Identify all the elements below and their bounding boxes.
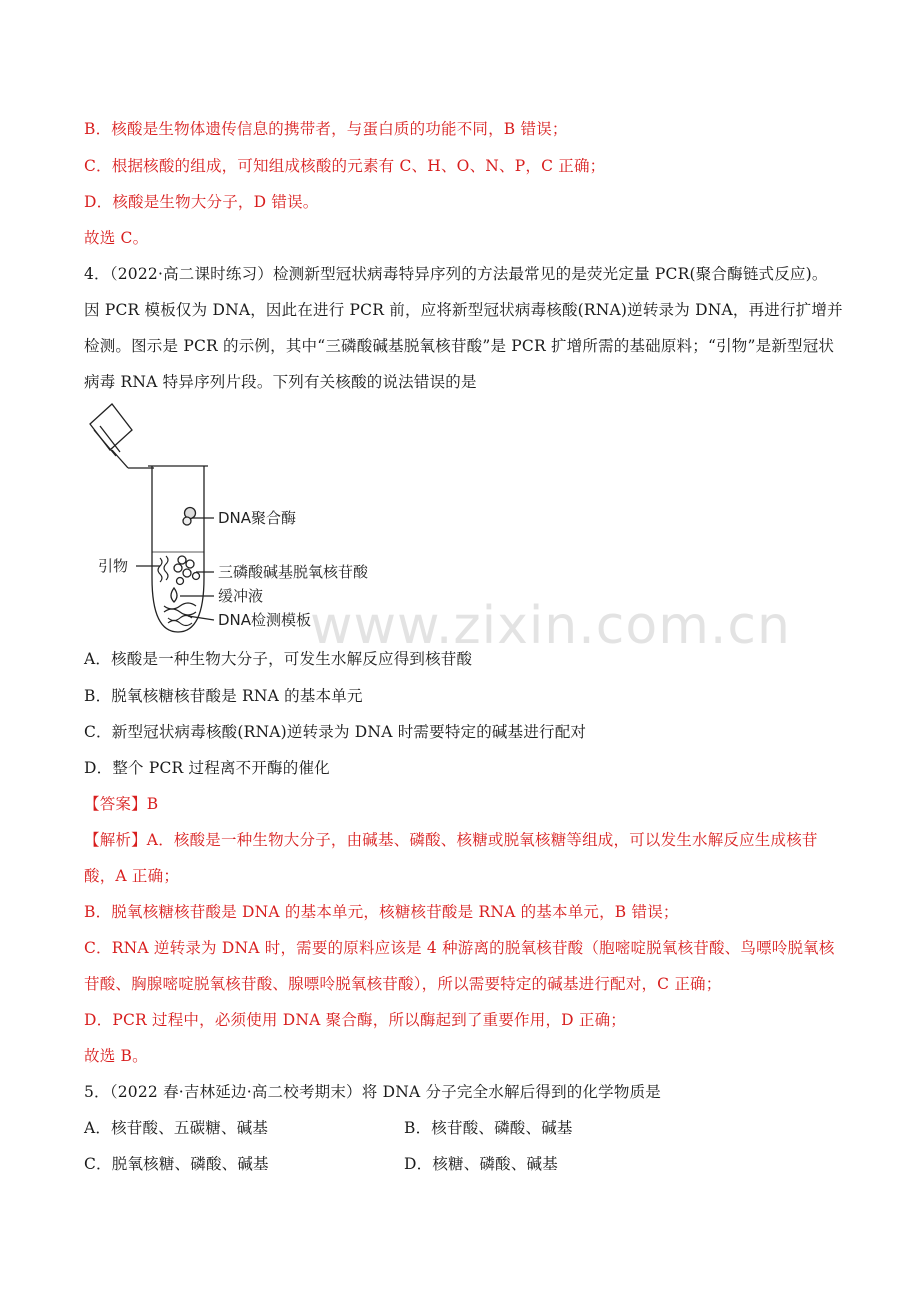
explanation-line: C．根据核酸的组成，可知组成核酸的元素有 C、H、O、N、P，C 正确； — [84, 157, 606, 175]
explanation-line: 【解析】A．核酸是一种生物大分子，由碱基、磷酸、核糖或脱氧核糖等组成，可以发生水解反应生成核苷 — [84, 831, 818, 849]
explanation-conclusion: 故选 B。 — [84, 1047, 148, 1065]
explanation-line: 酸，A 正确； — [84, 867, 180, 885]
label-dna-template: DNA检测模板 — [218, 611, 312, 629]
option-d: D．核糖、磷酸、碱基 — [404, 1155, 558, 1173]
explanation-line: D．核酸是生物大分子，D 错误。 — [84, 193, 319, 211]
label-primer: 引物 — [98, 557, 129, 575]
watermark: www.zixin.com.cn — [310, 596, 791, 656]
explanation-line: B．脱氧核糖核苷酸是 DNA 的基本单元，核糖核苷酸是 RNA 的基本单元，B 错误； — [84, 903, 679, 921]
question-4-stem: 因 PCR 模板仅为 DNA，因此在进行 PCR 前，应将新型冠状病毒核酸(RNA)逆转录为 DNA，再进行扩增并 — [84, 301, 843, 319]
explanation-line: B．核酸是生物体遗传信息的携带者，与蛋白质的功能不同，B 错误； — [84, 120, 568, 138]
option-b: B．核苷酸、磷酸、碱基 — [404, 1119, 573, 1137]
explanation-line: 苷酸、胸腺嘧啶脱氧核苷酸、腺嘌呤脱氧核苷酸），所以需要特定的碱基进行配对，C 正确； — [84, 975, 722, 993]
pipette-tip-icon — [90, 404, 132, 450]
label-buffer: 缓冲液 — [218, 587, 264, 605]
question-5-stem: 5．（2022 春·吉林延边·高二校考期末）将 DNA 分子完全水解后得到的化学物质是 — [84, 1083, 661, 1101]
question-4-stem: 检测。图示是 PCR 的示例，其中“三磷酸碱基脱氧核苷酸”是 PCR 扩增所需的基础原料；“引物”是新型冠状 — [84, 337, 835, 355]
option-a: A．核酸是一种生物大分子，可发生水解反应得到核苷酸 — [84, 650, 473, 668]
answer-label: 【答案】B — [84, 795, 159, 813]
label-dntp: 三磷酸碱基脱氧核苷酸 — [218, 563, 369, 581]
explanation-line: C．RNA 逆转录为 DNA 时，需要的原料应该是 4 种游离的脱氧核苷酸（胞嘧啶脱氧核苷酸、鸟嘌呤脱氧核 — [84, 939, 835, 957]
explanation-conclusion: 故选 C。 — [84, 229, 149, 247]
explanation-line: D．PCR 过程中，必须使用 DNA 聚合酶，所以酶起到了重要作用，D 正确； — [84, 1011, 627, 1029]
option-c: C．新型冠状病毒核酸(RNA)逆转录为 DNA 时需要特定的碱基进行配对 — [84, 723, 587, 741]
option-d: D．整个 PCR 过程离不开酶的催化 — [84, 759, 330, 777]
option-a: A．核苷酸、五碳糖、碱基 — [84, 1119, 269, 1137]
question-4-stem: 病毒 RNA 特异序列片段。下列有关核酸的说法错误的是 — [84, 373, 477, 391]
question-4-stem: 4．（2022·高二课时练习）检测新型冠状病毒特异序列的方法最常见的是荧光定量 PCR(聚合酶链式反应)。 — [84, 265, 828, 283]
option-c: C．脱氧核糖、磷酸、碱基 — [84, 1155, 269, 1173]
option-b: B．脱氧核糖核苷酸是 RNA 的基本单元 — [84, 687, 363, 705]
label-dna-polymerase: DNA聚合酶 — [218, 509, 297, 527]
